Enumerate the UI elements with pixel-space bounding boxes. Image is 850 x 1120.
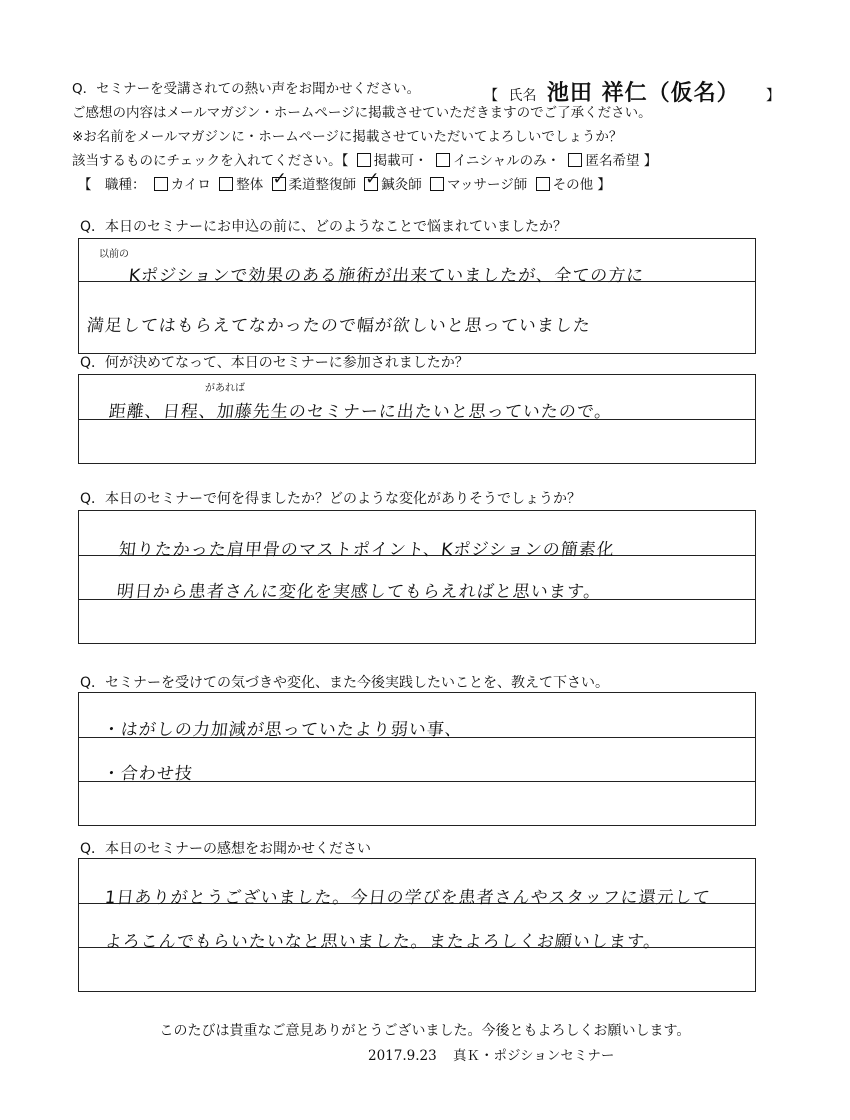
name-bracket-open: 【 — [484, 88, 498, 104]
job-checkbox-shinkyu[interactable] — [364, 177, 378, 191]
job-option-seitai: 整体 — [236, 177, 264, 193]
header-line-3: ※お名前をメールマガジンに・ホームページに掲載させていただいてよろしいでしょうか？ — [72, 129, 623, 145]
answer-box-3[interactable] — [78, 510, 756, 644]
handwritten-answer-5-1: 1日ありがとうございました。今日の学びを患者さんやスタッフに還元して — [103, 888, 712, 908]
footer-seminar: 真Ｋ・ポジションセミナー — [453, 1048, 615, 1064]
question-5-title: Q．本日のセミナーの感想をお聞かせください — [80, 841, 372, 857]
handwritten-answer-1-1: Kポジションで効果のある施術が出来ていましたが、全ての方に — [127, 266, 646, 286]
question-4-title: Q．セミナーを受けての気づきや変化、また今後実践したいことを、教えて下さい。 — [80, 675, 610, 691]
job-checkbox-judo[interactable] — [272, 177, 286, 191]
answer-box-4[interactable] — [78, 692, 756, 826]
permission-line: 該当するものにチェックを入れてください。【 掲載可・ イニシャルのみ・ 匿名希望 】 — [72, 153, 658, 169]
name-label: 氏名 — [508, 88, 537, 104]
permission-suffix: 】 — [643, 153, 658, 169]
job-suffix: 】 — [597, 177, 611, 193]
header-line-2: ご感想の内容はメールマガジン・ホームページに掲載させていただきますのでご了承ください。 — [72, 105, 652, 121]
handwritten-answer-5-2: よろこんでもらいたいなと思いました。またよろしくお願いします。 — [103, 932, 663, 952]
job-option-massage: マッサージ師 — [447, 177, 528, 193]
permission-checkbox-3[interactable] — [568, 153, 582, 167]
question-1-title: Q．本日のセミナーにお申込の前に、どのようなことで悩まれていましたか？ — [80, 219, 568, 235]
job-option-shinkyu: 鍼灸師 — [381, 177, 422, 193]
question-3-title: Q．本日のセミナーで何を得ましたか？どのような変化がありそうでしょうか？ — [80, 491, 582, 507]
handwritten-answer-4-1: ・はがしの力加減が思っていたより弱い事、 — [101, 720, 464, 740]
name-field — [484, 76, 780, 107]
name-bracket-close: 】 — [766, 88, 781, 104]
answer-box-1[interactable] — [78, 238, 756, 354]
handwritten-note: 以前の — [99, 249, 129, 260]
permission-prefix: 該当するものにチェックを入れてください。【 — [72, 153, 349, 169]
job-option-judo: 柔道整復師 — [288, 177, 356, 193]
job-option-chiro: カイロ — [170, 177, 211, 193]
job-option-other: その他 — [552, 177, 594, 193]
handwritten-answer-4-2: ・合わせ技 — [101, 764, 194, 784]
permission-checkbox-1[interactable] — [357, 153, 371, 167]
footer-thanks: このたびは貴重なご意見ありがとうございました。今後ともよろしくお願いします。 — [159, 1023, 691, 1039]
handwritten-answer-3-1: 知りたかった肩甲骨のマストポイント、Kポジションの簡素化 — [117, 540, 616, 560]
handwritten-answer-1-2: 満足してはもらえてなかったので幅が欲しいと思っていました — [85, 316, 592, 336]
permission-option-3: 匿名希望 — [585, 153, 640, 169]
handwritten-answer-2-1: 距離、日程、加藤先生のセミナーに出たいと思っていたので。 — [107, 402, 614, 422]
question-2-title: Q．何が決めてなって、本日のセミナーに参加されましたか？ — [80, 355, 469, 371]
handwritten-note: があれば — [205, 383, 245, 394]
answer-box-2[interactable] — [78, 374, 756, 464]
header-line-1: Q．セミナーを受講されての熱い声をお聞かせください。 — [72, 81, 421, 97]
answer-box-5[interactable] — [78, 858, 756, 992]
job-checkbox-chiro[interactable] — [154, 177, 168, 191]
permission-option-1: 掲載可 — [373, 153, 415, 169]
job-prefix: 【 職種： — [78, 177, 146, 193]
job-checkbox-seitai[interactable] — [219, 177, 233, 191]
job-checkbox-other[interactable] — [536, 177, 550, 191]
job-line — [78, 176, 611, 194]
handwritten-answer-3-2: 明日から患者さんに変化を実感してもらえればと思います。 — [115, 582, 603, 602]
job-checkbox-massage[interactable] — [430, 177, 444, 191]
permission-option-2: イニシャルのみ — [452, 153, 547, 169]
footer-signature — [368, 1044, 626, 1064]
name-value: 池田 祥仁（仮名） — [546, 80, 740, 106]
permission-checkbox-2[interactable] — [436, 153, 450, 167]
footer-date: 2017.9.23 — [368, 1048, 437, 1064]
